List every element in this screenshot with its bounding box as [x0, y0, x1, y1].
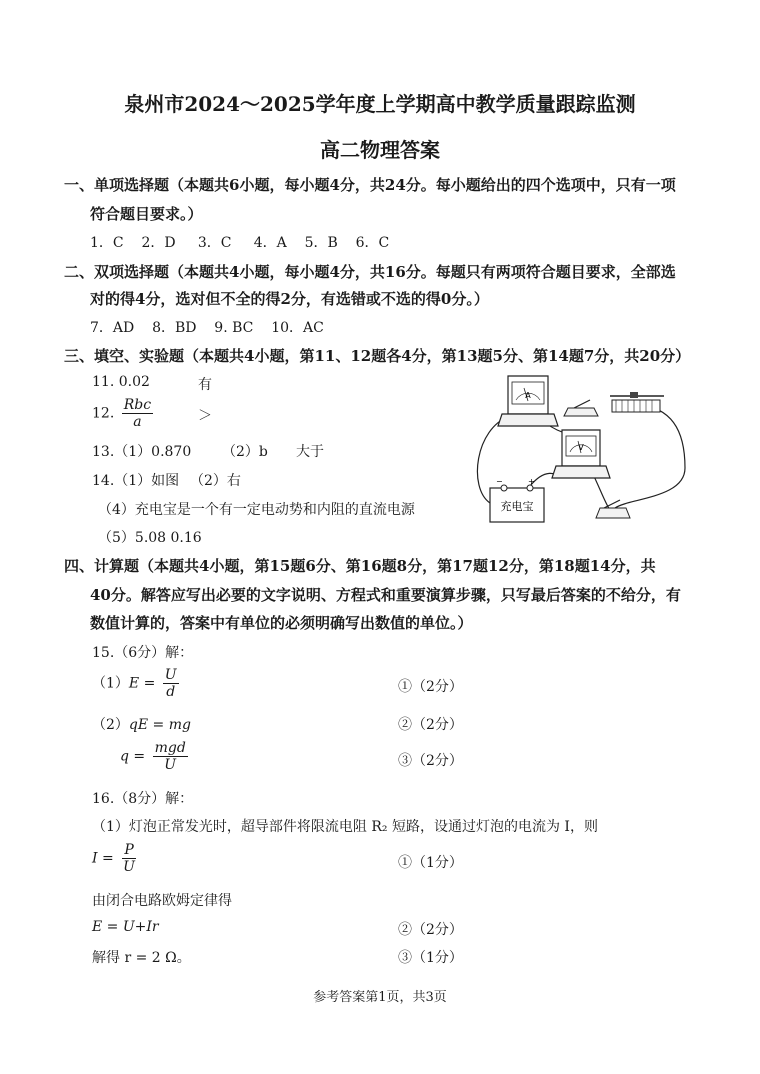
section-2-heading: 二、双项选择题（本题共4小题，每小题4分，共16分。每题只有两项符合题目要求，全部选	[64, 263, 676, 281]
answer-9: 9. BC	[214, 320, 254, 336]
q13-answer-1: 13.（1）0.870	[92, 444, 192, 460]
q14-answer-1: 14.（1）如图	[92, 473, 180, 489]
q16-line-2: E = U+Ir	[92, 919, 159, 935]
q16-paragraph-2: 由闭合电路欧姆定律得	[92, 893, 232, 909]
q11-answer-b: 有	[198, 377, 212, 393]
q16-line-1: I = $\frac{P}{U}$	[92, 842, 135, 876]
answer-1: 1．C	[90, 235, 124, 251]
q15-heading: 15.（6分）解：	[92, 645, 194, 661]
section-1-desc-cont: 符合题目要求。）	[90, 205, 203, 223]
section-4-desc-cont-2: 数值计算的，答案中有单位的必须明确写出数值的单位。）	[90, 614, 473, 632]
power-bank	[490, 477, 544, 522]
q15-fraction-1: $\frac{U}{d}$	[164, 667, 177, 701]
svg-text:A: A	[525, 391, 531, 400]
ammeter	[498, 376, 558, 426]
q15-line-3: q = $\frac{\text{mgd}}{U}$	[120, 740, 186, 774]
q16-fraction-1: $\frac{P}{U}$	[123, 842, 135, 876]
section-1-heading: 一、单项选择题（本题共6小题，每小题4分，共24分。每小题给出的四个选项中，只有一项	[64, 176, 676, 194]
section-3-heading: 三、填空、实验题（本题共4小题，第11、12题各4分，第13题5分、第14题7分，共20分）	[64, 347, 691, 365]
page-footer: 参考答案第1页，共3页	[313, 990, 447, 1005]
q14-answer-5: （5）5.08 0.16	[98, 530, 202, 546]
page-subtitle: 高二物理答案	[320, 138, 440, 162]
section-4-heading: 四、计算题（本题共4小题，第15题6分、第16题8分，第17题12分，第18题14分，共	[64, 557, 656, 575]
q15-fraction-3: $\frac{\text{mgd}}{U}$	[154, 740, 186, 774]
section-1-answers	[90, 232, 389, 252]
q12-answer: 12. $\frac{\text{Rbc}}{a}$	[92, 397, 152, 431]
power-bank-label: 充电宝	[500, 500, 534, 513]
answer-2: 2．D	[141, 235, 176, 251]
section-2-answers	[90, 317, 324, 337]
switch	[564, 400, 598, 416]
answer-10: 10．AC	[271, 320, 324, 336]
page-title: 泉州市2024～2025学年度上学期高中教学质量跟踪监测	[124, 92, 636, 116]
q15-line-1: （1）E = $\frac{U}{d}$	[92, 667, 177, 701]
q15-score-3: ③（2分）	[398, 753, 463, 769]
svg-text:−: −	[496, 477, 503, 486]
q12-fraction: $\frac{\text{Rbc}}{a}$	[123, 397, 152, 431]
answer-8: 8．BD	[152, 320, 197, 336]
svg-text:V: V	[578, 443, 584, 452]
voltmeter	[552, 430, 610, 478]
q14-answer-2: （2）右	[190, 473, 241, 489]
q16-score-3: ③（1分）	[398, 950, 463, 966]
wire-right	[615, 404, 685, 508]
q16-line-3: 解得 r = 2 Ω。	[92, 950, 191, 966]
svg-text:+: +	[528, 477, 535, 486]
section-4-desc-cont-1: 40分。解答应写出必要的文字说明、方程式和重要演算步骤，只写最后答案的不给分，有	[90, 586, 681, 604]
q11-answer: 11. 0.02	[92, 374, 150, 390]
switch-2	[596, 500, 630, 518]
answer-6: 6．C	[355, 235, 390, 251]
q15-score-2: ②（2分）	[398, 717, 463, 733]
q16-heading: 16.（8分）解：	[92, 791, 194, 807]
circuit-diagram	[470, 368, 702, 528]
answer-4: 4．A	[253, 235, 287, 251]
answer-7: 7．AD	[90, 320, 135, 336]
q12-answer-b: ＞	[198, 408, 212, 424]
section-2-desc-cont: 对的得4分，选对但不全的得2分，有选错或不选的得0分。）	[90, 290, 489, 308]
rheostat	[610, 392, 664, 412]
answer-5: 5．B	[304, 235, 338, 251]
answer-3: 3．C	[197, 235, 232, 251]
q16-score-2: ②（2分）	[398, 922, 463, 938]
q16-paragraph-1: （1）灯泡正常发光时，超导部件将限流电阻 R₂ 短路，设通过灯泡的电流为 I，则	[92, 819, 598, 835]
q14-answer-4: （4）充电宝是一个有一定电动势和内阻的直流电源	[98, 502, 415, 518]
q15-score-1: ①（2分）	[398, 679, 463, 695]
q15-line-2: （2）qE = mg	[92, 717, 191, 733]
q13-answer-2: （2）b	[222, 444, 268, 460]
q13-answer-3: 大于	[296, 444, 324, 460]
q16-score-1: ①（1分）	[398, 855, 463, 871]
